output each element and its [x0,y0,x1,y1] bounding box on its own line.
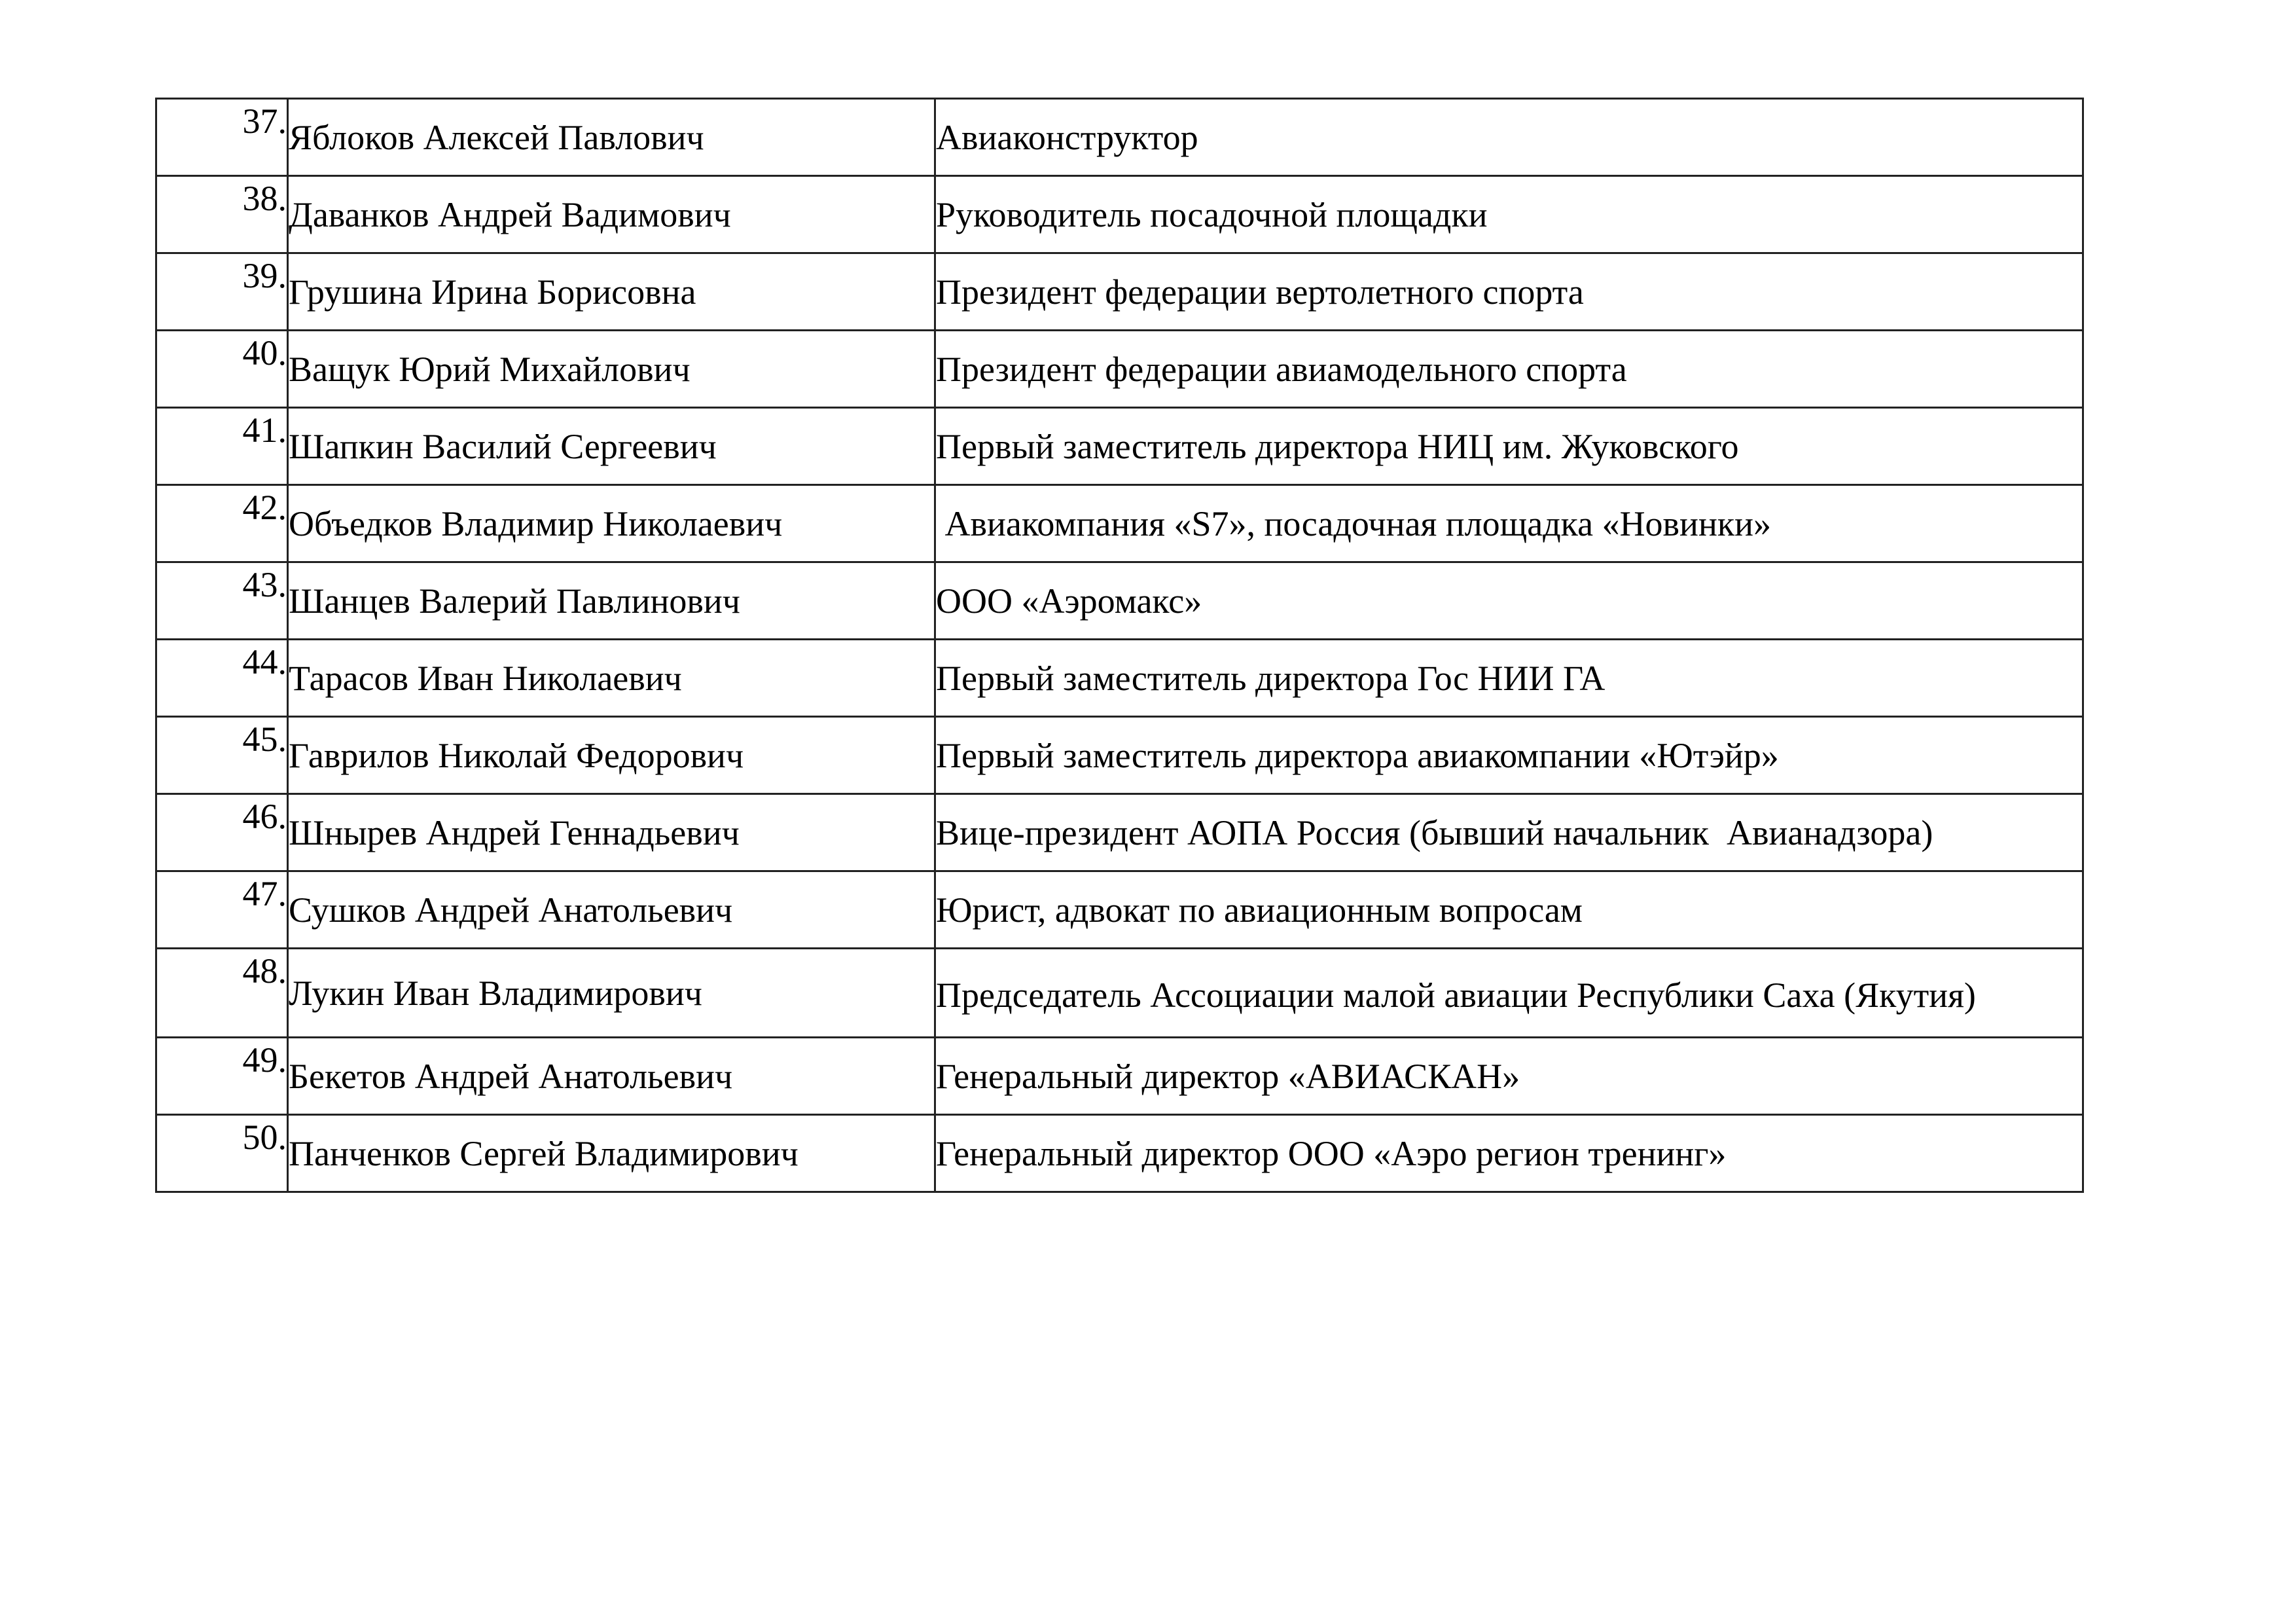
person-name: Панченков Сергей Владимирович [288,1115,935,1192]
person-role: Вице-президент АОПА Россия (бывший начальник Авианадзора) [935,794,2083,871]
table-row [156,408,2083,485]
row-number: 42. [156,485,288,562]
table-row [156,253,2083,331]
person-name: Бекетов Андрей Анатольевич [288,1038,935,1115]
table-row [156,794,2083,871]
person-role: ООО «Аэромакс» [935,562,2083,640]
person-role: Генеральный директор ООО «Аэро регион тренинг» [935,1115,2083,1192]
person-role: Авиаконструктор [935,99,2083,176]
table-row [156,562,2083,640]
table-row [156,871,2083,949]
row-number: 39. [156,253,288,331]
person-name: Объедков Владимир Николаевич [288,485,935,562]
person-role: Первый заместитель директора НИЦ им. Жуковского [935,408,2083,485]
person-role: Первый заместитель директора авиакомпании «Ютэйр» [935,717,2083,794]
person-name: Тарасов Иван Николаевич [288,640,935,717]
roster-table-body [156,99,2083,1192]
row-number: 40. [156,331,288,408]
person-role: Генеральный директор «АВИАСКАН» [935,1038,2083,1115]
row-number: 41. [156,408,288,485]
person-name: Сушков Андрей Анатольевич [288,871,935,949]
table-row [156,717,2083,794]
person-role: Юрист, адвокат по авиационным вопросам [935,871,2083,949]
row-number: 45. [156,717,288,794]
row-number: 48. [156,949,288,1038]
table-row [156,331,2083,408]
row-number: 44. [156,640,288,717]
table-row [156,485,2083,562]
person-name: Шанцев Валерий Павлинович [288,562,935,640]
row-number: 49. [156,1038,288,1115]
person-name: Ващук Юрий Михайлович [288,331,935,408]
person-name: Шнырев Андрей Геннадьевич [288,794,935,871]
person-role: Руководитель посадочной площадки [935,176,2083,253]
table-row [156,99,2083,176]
row-number: 38. [156,176,288,253]
row-number: 46. [156,794,288,871]
table-row [156,1038,2083,1115]
table-row [156,176,2083,253]
person-role: Первый заместитель директора Гос НИИ ГА [935,640,2083,717]
row-number: 37. [156,99,288,176]
row-number: 43. [156,562,288,640]
table-row [156,949,2083,1038]
person-name: Гаврилов Николай Федорович [288,717,935,794]
person-role: Президент федерации авиамодельного спорта [935,331,2083,408]
person-name: Грушина Ирина Борисовна [288,253,935,331]
table-row [156,640,2083,717]
row-number: 50. [156,1115,288,1192]
person-name: Лукин Иван Владимирович [288,949,935,1038]
person-role: Авиакомпания «S7», посадочная площадка «Новинки» [935,485,2083,562]
person-name: Яблоков Алексей Павлович [288,99,935,176]
person-name: Шапкин Василий Сергеевич [288,408,935,485]
person-role: Президент федерации вертолетного спорта [935,253,2083,331]
person-name: Даванков Андрей Вадимович [288,176,935,253]
roster-table [155,98,2084,1193]
table-row [156,1115,2083,1192]
person-role: Председатель Ассоциации малой авиации Республики Саха (Якутия) [935,949,2083,1038]
row-number: 47. [156,871,288,949]
